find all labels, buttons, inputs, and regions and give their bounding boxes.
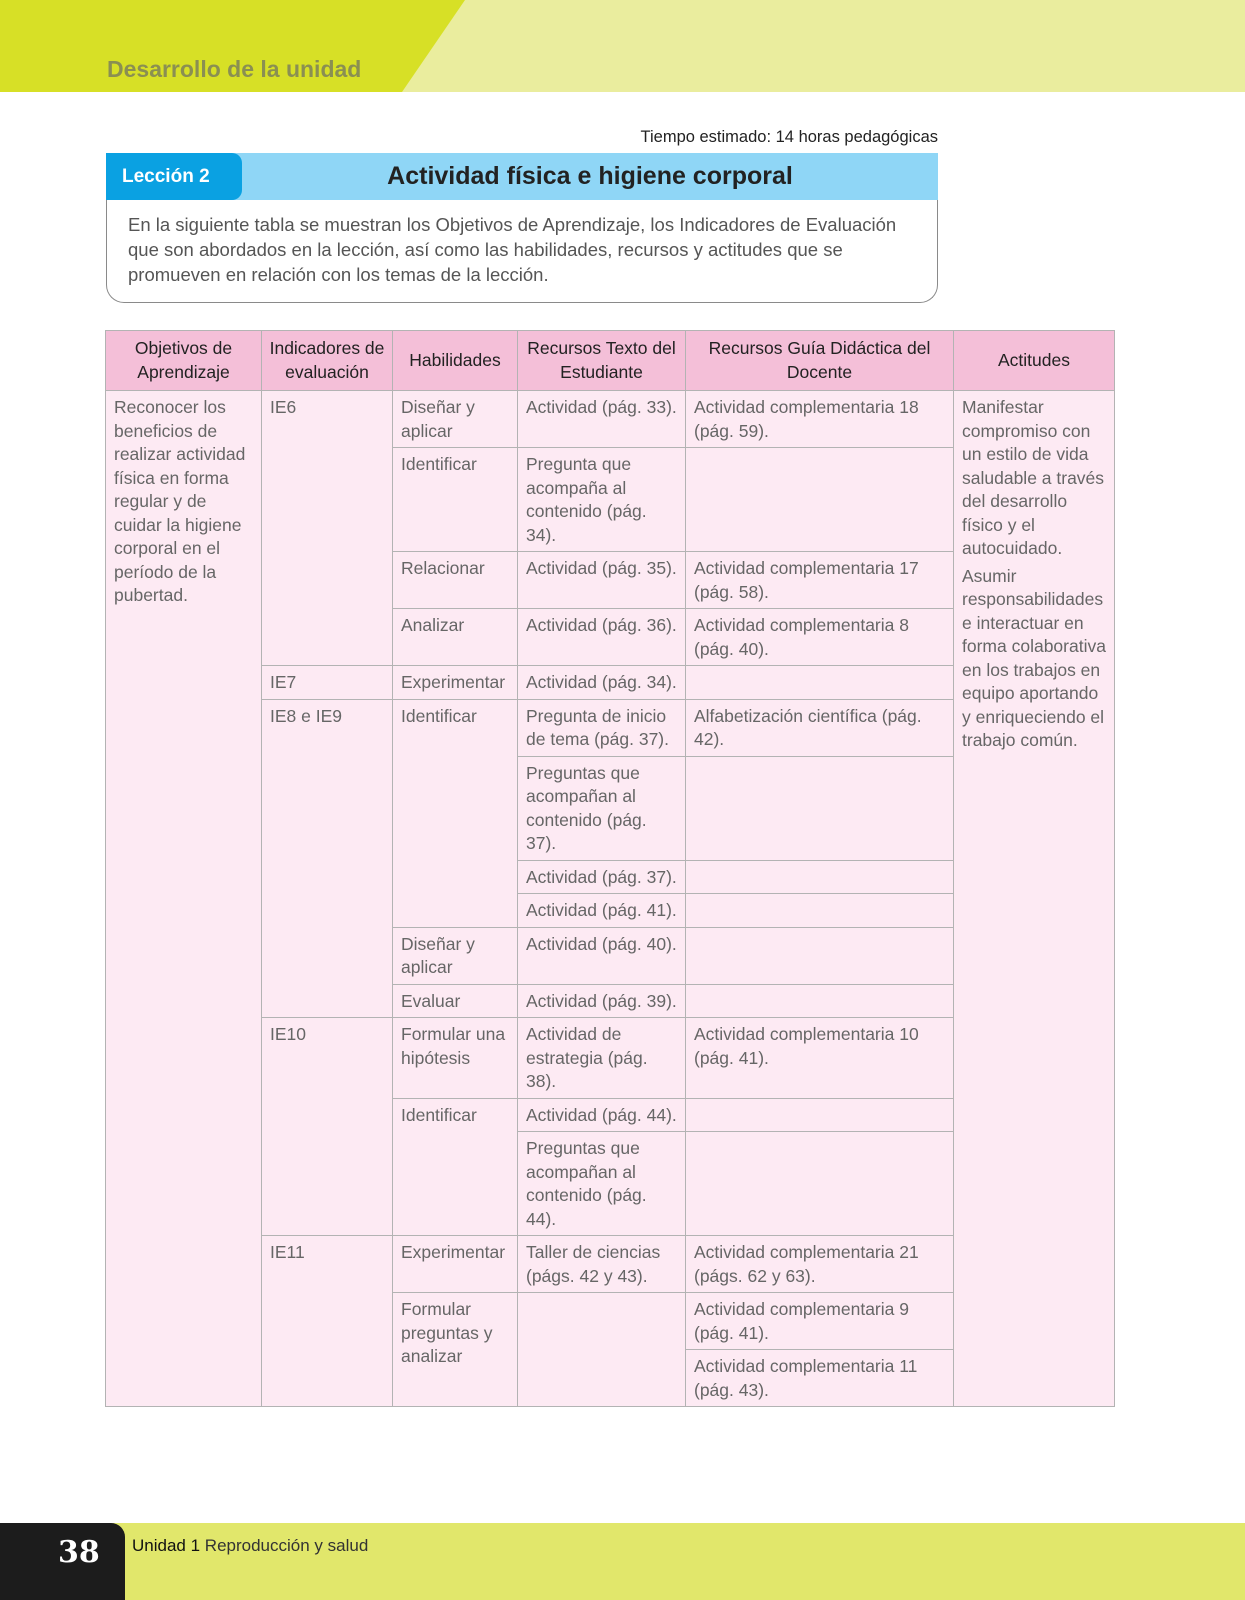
teacher-resource-cell: [686, 927, 954, 984]
indicator-cell: IE6: [262, 391, 393, 666]
student-resource-cell: Actividad (pág. 35).: [518, 552, 686, 609]
indicator-cell: IE8 e IE9: [262, 699, 393, 1018]
student-resource-cell: Pregunta de inicio de tema (pág. 37).: [518, 699, 686, 756]
student-resource-cell: Actividad (pág. 39).: [518, 984, 686, 1018]
teacher-resource-cell: [686, 1098, 954, 1132]
student-resource-cell: Actividad (pág. 34).: [518, 666, 686, 700]
student-resource-cell: Actividad (pág. 33).: [518, 391, 686, 448]
skill-cell: Diseñar y aplicar: [393, 391, 518, 448]
indicator-cell: IE10: [262, 1018, 393, 1236]
student-resource-cell: Preguntas que acompañan al contenido (pág. 44).: [518, 1132, 686, 1236]
teacher-resource-cell: [686, 1132, 954, 1236]
section-title: Desarrollo de la unidad: [107, 56, 362, 82]
teacher-resource-cell: Actividad complementaria 11 (pág. 43).: [686, 1350, 954, 1407]
table-header-row: [106, 331, 1115, 391]
attitude-item: Manifestar compromiso con un estilo de vida saludable a través del desarrollo físico y el autocuidado.: [962, 397, 1105, 558]
student-resource-cell: Actividad de estrategia (pág. 38).: [518, 1018, 686, 1099]
indicator-cell: IE11: [262, 1236, 393, 1407]
teacher-resource-cell: Actividad complementaria 10 (pág. 41).: [686, 1018, 954, 1099]
teacher-resource-cell: [686, 756, 954, 860]
skill-cell: Experimentar: [393, 666, 518, 700]
footer-unit-label: Unidad 1: [132, 1536, 201, 1555]
header-student-resources: Recursos Texto del Estudiante: [518, 331, 686, 391]
footer-unit-name: Reproducción y salud: [204, 1536, 369, 1555]
skill-cell: Relacionar: [393, 552, 518, 609]
lesson-tab: Lección 2: [106, 153, 242, 200]
teacher-resource-cell: Actividad complementaria 9 (pág. 41).: [686, 1293, 954, 1350]
table-row: [106, 391, 1115, 448]
header-indicators: Indicadores de evaluación: [262, 331, 393, 391]
teacher-resource-cell: Actividad complementaria 8 (pág. 40).: [686, 609, 954, 666]
attitudes-cell: [954, 391, 1115, 1407]
header-teacher-resources: Recursos Guía Didáctica del Docente: [686, 331, 954, 391]
skill-cell: Identificar: [393, 1098, 518, 1236]
student-resource-cell: Actividad (pág. 36).: [518, 609, 686, 666]
estimated-time: Tiempo estimado: 14 horas pedagógicas: [640, 128, 938, 146]
skill-cell: Experimentar: [393, 1236, 518, 1293]
student-resource-cell: Actividad (pág. 40).: [518, 927, 686, 984]
teacher-resource-cell: Actividad complementaria 18 (pág. 59).: [686, 391, 954, 448]
skill-cell: Diseñar y aplicar: [393, 927, 518, 984]
teacher-resource-cell: [686, 666, 954, 700]
skill-cell: Formular una hipótesis: [393, 1018, 518, 1099]
skill-cell: Identificar: [393, 699, 518, 927]
teacher-resource-cell: [686, 448, 954, 552]
lesson-title: Actividad física e higiene corporal: [387, 162, 793, 190]
teacher-resource-cell: [686, 894, 954, 928]
skill-cell: Formular preguntas y analizar: [393, 1293, 518, 1407]
student-resource-cell: Pregunta que acompaña al contenido (pág. 34).: [518, 448, 686, 552]
student-resource-cell: Preguntas que acompañan al contenido (pág. 37).: [518, 756, 686, 860]
attitude-item: Asumir responsabilidades e interactuar en forma colaborativa en los trabajos en equipo aportando y enriqueciendo el trabajo común.: [962, 565, 1106, 750]
objective-cell: Reconocer los beneficios de realizar actividad física en forma regular y de cuidar la higiene corporal en el período de la pubertad.: [106, 391, 262, 1407]
teacher-resource-cell: Alfabetización científica (pág. 42).: [686, 699, 954, 756]
lesson-description: En la siguiente tabla se muestran los Objetivos de Aprendizaje, los Indicadores de Evaluación que son abordados en la lección, así como las habilidades, recursos y actitudes que se promueven en relación con los temas de la lección.: [128, 214, 897, 285]
indicator-cell: IE7: [262, 666, 393, 700]
teacher-resource-cell: Actividad complementaria 21 (págs. 62 y 63).: [686, 1236, 954, 1293]
student-resource-cell: Actividad (pág. 44).: [518, 1098, 686, 1132]
student-resource-cell: Taller de ciencias (págs. 42 y 43).: [518, 1236, 686, 1293]
teacher-resource-cell: Actividad complementaria 17 (pág. 58).: [686, 552, 954, 609]
teacher-resource-cell: [686, 984, 954, 1018]
header-objectives: Objetivos de Aprendizaje: [106, 331, 262, 391]
skill-cell: Identificar: [393, 448, 518, 552]
student-resource-cell: Actividad (pág. 41).: [518, 894, 686, 928]
footer-unit: [132, 1536, 368, 1556]
teacher-resource-cell: [686, 860, 954, 894]
header-attitudes: Actitudes: [954, 331, 1115, 391]
lesson-table: [105, 330, 1115, 1407]
student-resource-cell: Actividad (pág. 37).: [518, 860, 686, 894]
footer-band: [0, 1523, 1245, 1600]
page-number: 38: [0, 1523, 125, 1600]
skill-cell: Analizar: [393, 609, 518, 666]
skill-cell: Evaluar: [393, 984, 518, 1018]
student-resource-cell: [518, 1293, 686, 1407]
header-skills: Habilidades: [393, 331, 518, 391]
